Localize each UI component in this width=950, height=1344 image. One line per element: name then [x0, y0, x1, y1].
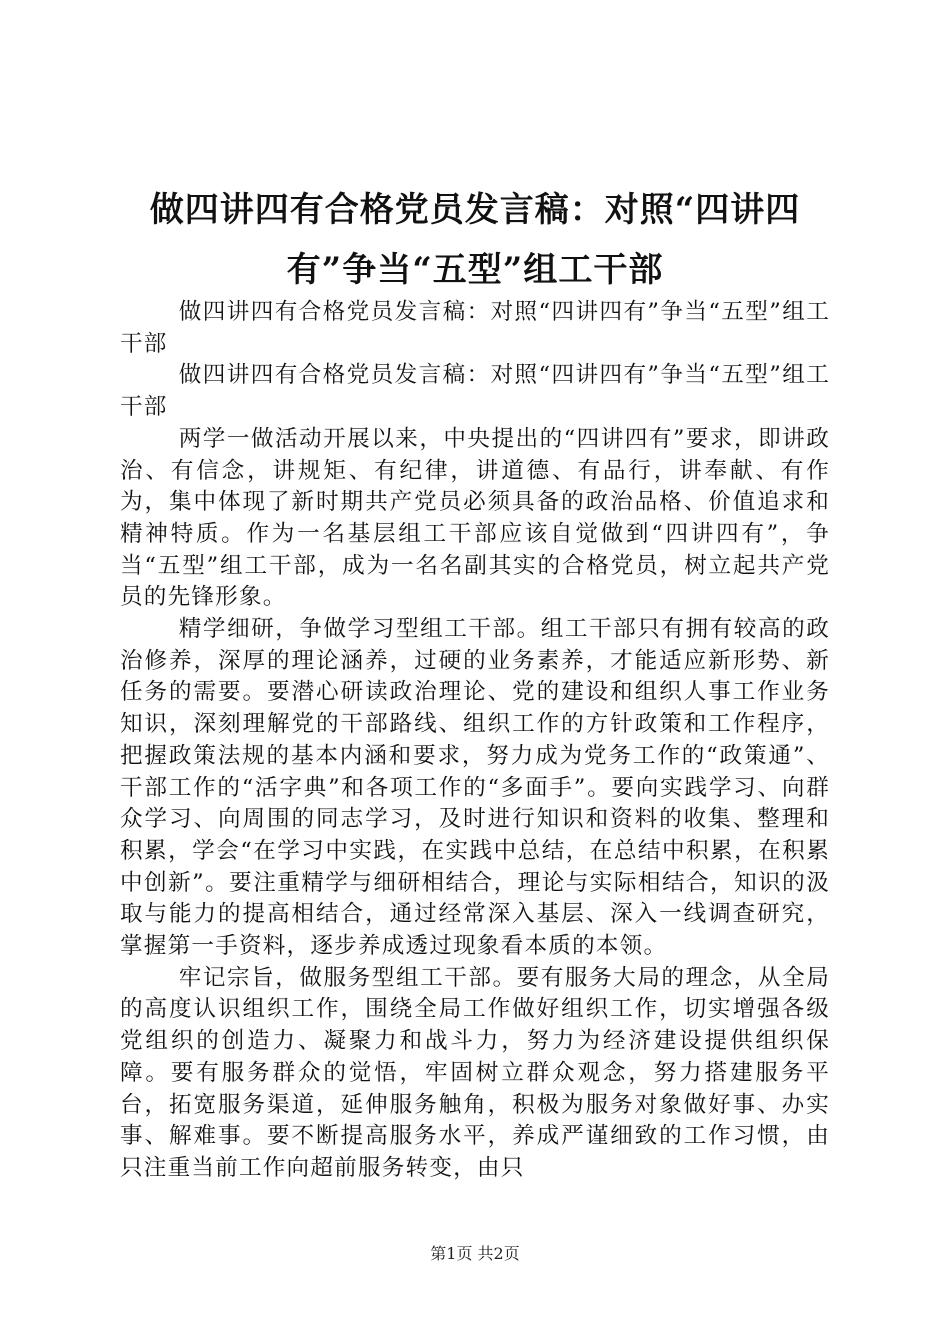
page-number: 第1页 共2页	[430, 1244, 520, 1263]
document-body	[120, 297, 830, 1185]
paragraph: 精学细研，争做学习型组工干部。组工干部只有拥有较高的政治修养，深厚的理论涵养，过硬的业务素养，才能适应新形势、新任务的需要。要潜心研读政治理论、党的建设和组织人事工作业务知识，深刻理解党的干部路线、组织工作的方针政策和工作程序，把握政策法规的基本内涵和要求，努力成为党务工作的“政策通”、干部工作的“活字典”和各项工作的“多面手”。要向实践学习、向群众学习、向周围的同志学习，及时进行知识和资料的收集、整理和积累，学会“在学习中实践，在实践中总结，在总结中积累，在积累中创新”。要注重精学与细研相结合，理论与实际相结合，知识的汲取与能力的提高相结合，通过经常深入基层、深入一线调查研究，掌握第一手资料，逐步养成透过现象看本质的本领。	[120, 616, 830, 960]
paragraph: 牢记宗旨，做服务型组工干部。要有服务大局的理念，从全局的高度认识组织工作，围绕全局工作做好组织工作，切实增强各级党组织的创造力、凝聚力和战斗力，努力为经济建设提供组织保障。要有服务群众的觉悟，牢固树立群众观念，努力搭建服务平台，拓宽服务渠道，延伸服务触角，积极为服务对象做好事、办实事、解难事。要不断提高服务水平，养成严谨细致的工作习惯，由只注重当前工作向超前服务转变，由只	[120, 964, 830, 1181]
paragraph: 两学一做活动开展以来，中央提出的“四讲四有”要求，即讲政治、有信念，讲规矩、有纪律，讲道德、有品行，讲奉献、有作为，集中体现了新时期共产党员必须具备的政治品格、价值追求和精神特质。作为一名基层组工干部应该自觉做到“四讲四有”，争当“五型”组工干部，成为一名名副其实的合格党员，树立起共产党员的先锋形象。	[120, 425, 830, 611]
paragraph: 做四讲四有合格党员发言稿：对照“四讲四有”争当“五型”组工干部	[120, 299, 830, 357]
paragraph: 做四讲四有合格党员发言稿：对照“四讲四有”争当“五型”组工干部	[120, 362, 830, 421]
document-title: 做四讲四有合格党员发言稿：对照“四讲四有”争当“五型”组工干部	[149, 190, 801, 290]
